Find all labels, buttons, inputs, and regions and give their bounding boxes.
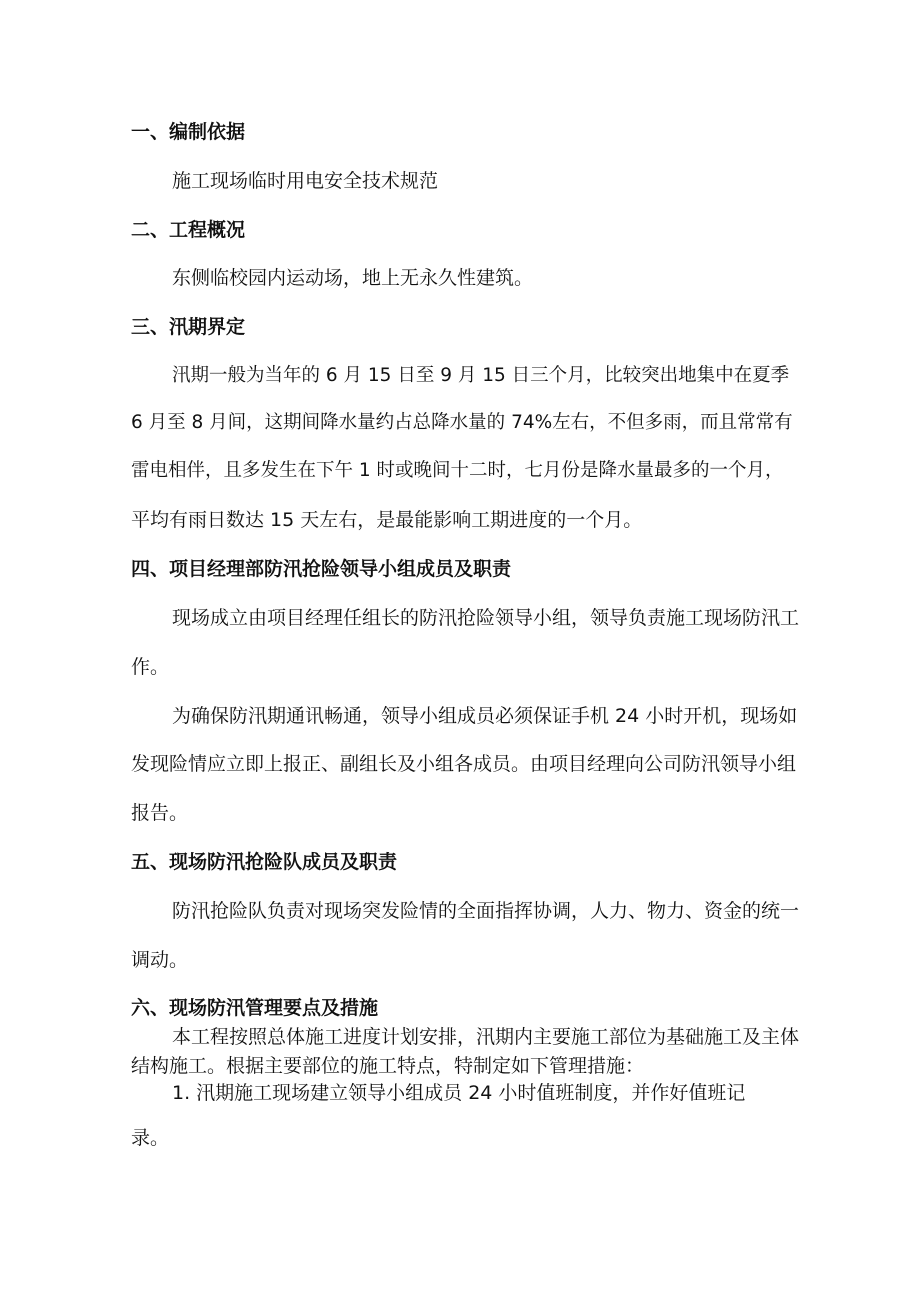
section-2-line-1: 东侧临校园内运动场，地上无永久性建筑。: [172, 267, 534, 289]
section-4-line-2: 作。: [131, 656, 170, 678]
section-5-line-2: 调动。: [131, 949, 189, 971]
section-heading-3: 三、汛期界定: [131, 316, 246, 338]
section-heading-4: 四、项目经理部防汛抢险领导小组成员及职责: [131, 558, 512, 580]
section-heading-2: 二、工程概况: [131, 219, 246, 241]
section-4-line-4: 发现险情应立即上报正、副组长及小组各成员。由项目经理向公司防汛领导小组: [131, 753, 797, 775]
section-heading-1: 一、编制依据: [131, 121, 246, 143]
section-3-line-1: 汛期一般为当年的 6 月 15 日至 9 月 15 日三个月，比较突出地集中在夏季: [172, 365, 790, 386]
section-4-line-5: 报告。: [131, 802, 189, 824]
section-6-line-3: 1. 汛期施工现场建立领导小组成员 24 小时值班制度，并作好值班记: [172, 1082, 746, 1104]
section-4-line-3: 为确保防汛期通讯畅通，领导小组成员必须保证手机 24 小时开机，现场如: [172, 705, 798, 727]
section-3-line-4: 平均有雨日数达 15 天左右，是最能影响工期进度的一个月。: [131, 509, 643, 531]
section-heading-6: 六、现场防汛管理要点及措施: [131, 997, 379, 1019]
section-1-line-1: 施工现场临时用电安全技术规范: [172, 170, 439, 192]
section-3-line-3: 雷电相伴，且多发生在下午 1 时或晚间十二时，七月份是降水量最多的一个月，: [131, 460, 784, 481]
section-6-line-4: 录。: [131, 1127, 170, 1149]
section-4-line-1: 现场成立由项目经理任组长的防汛抢险领导小组，领导负责施工现场防汛工: [172, 607, 800, 629]
section-heading-5: 五、现场防汛抢险队成员及职责: [131, 851, 398, 873]
section-6-line-2: 结构施工。根据主要部位的施工特点，特制定如下管理措施：: [131, 1055, 645, 1077]
section-6-line-1: 本工程按照总体施工进度计划安排，汛期内主要施工部位为基础施工及主体: [172, 1026, 800, 1048]
section-5-line-1: 防汛抢险队负责对现场突发险情的全面指挥协调，人力、物力、资金的统一: [172, 900, 800, 922]
section-3-line-2: 6 月至 8 月间，这期间降水量约占总降水量的 74%左右，不但多雨，而且常常有: [131, 412, 793, 433]
